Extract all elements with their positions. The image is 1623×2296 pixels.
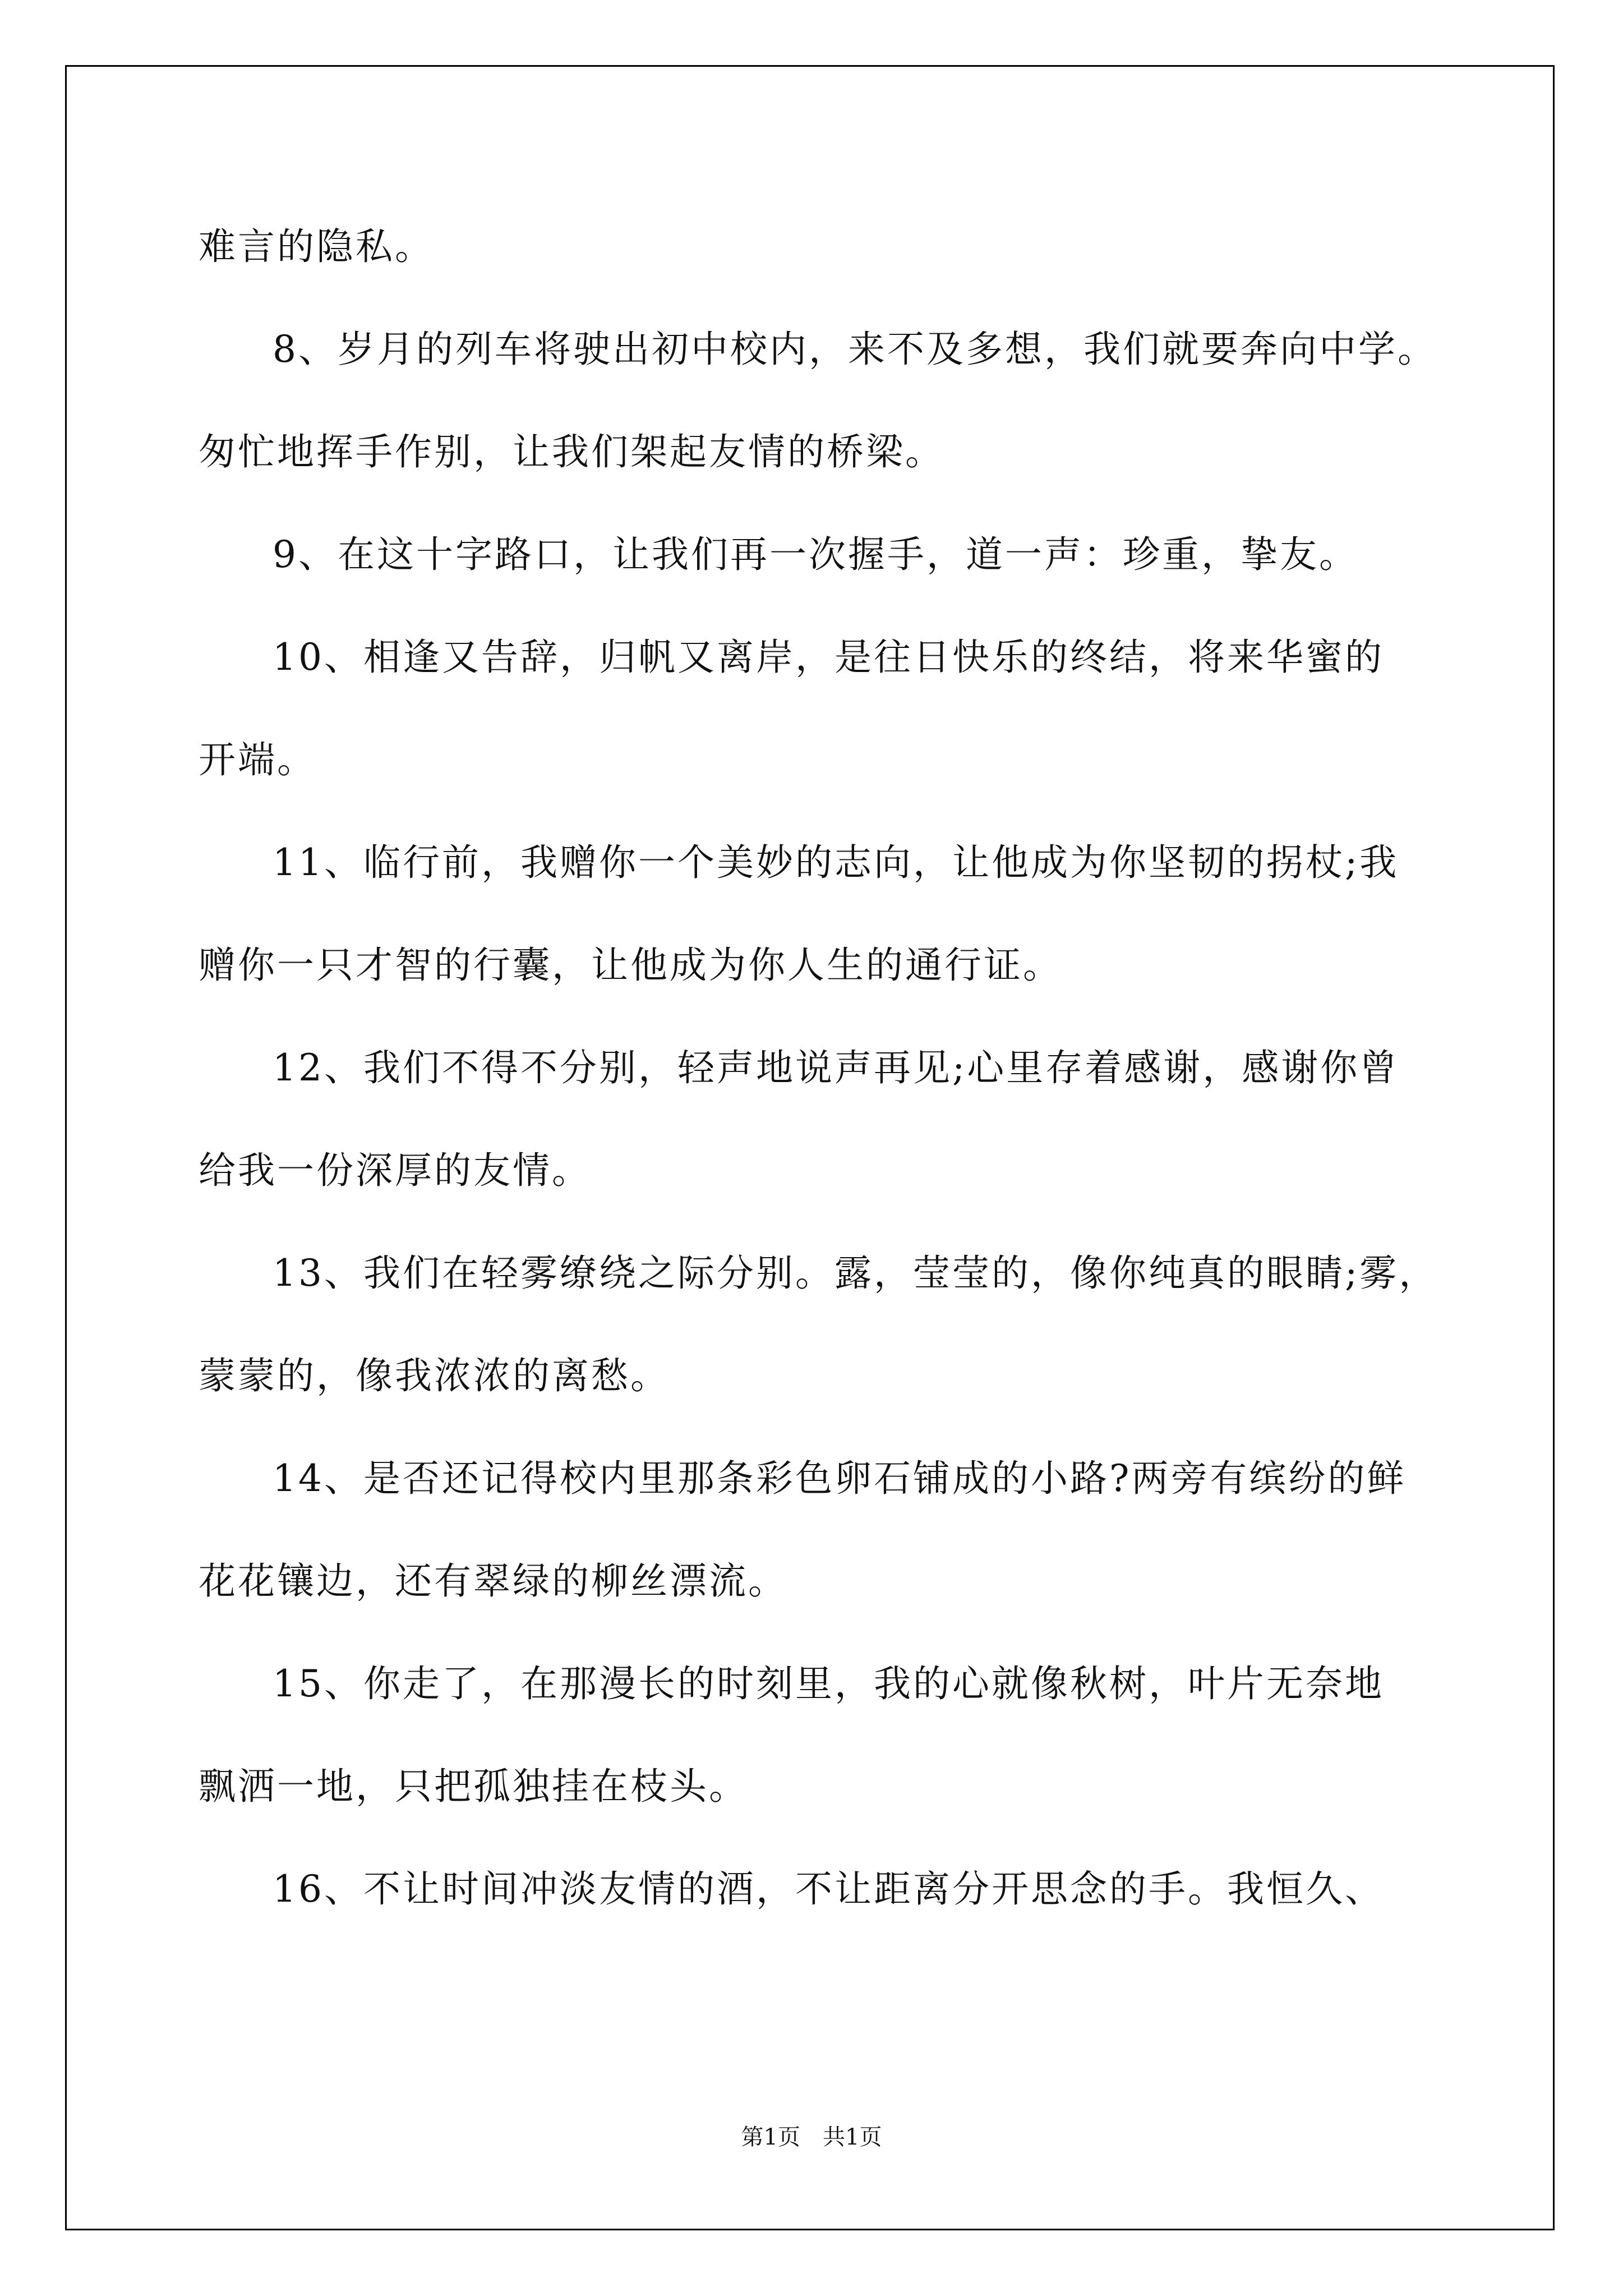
text-line: 给我一份深厚的友情。 bbox=[199, 1149, 591, 1192]
page-number-footer: 第1页 共1页 bbox=[741, 2124, 882, 2150]
text-line: 难言的隐私。 bbox=[199, 225, 434, 268]
text-line: 15、你走了，在那漫长的时刻里，我的心就像秋树，叶片无奈地 bbox=[273, 1662, 1384, 1705]
text-line: 11、临行前，我赠你一个美妙的志向，让他成为你坚韧的拐杖;我 bbox=[273, 841, 1399, 884]
text-line: 飘洒一地，只把孤独挂在枝头。 bbox=[199, 1765, 748, 1808]
text-line: 8、岁月的列车将驶出初中校内，来不及多想，我们就要奔向中学。 bbox=[273, 328, 1437, 371]
text-line: 13、我们在轻雾缭绕之际分别。露，莹莹的，像你纯真的眼睛;雾， bbox=[273, 1251, 1438, 1295]
text-line: 匆忙地挥手作别，让我们架起友情的桥梁。 bbox=[199, 430, 944, 473]
text-line: 14、是否还记得校内里那条彩色卵石铺成的小路?两旁有缤纷的鲜 bbox=[273, 1457, 1407, 1500]
text-line: 花花镶边，还有翠绿的柳丝漂流。 bbox=[199, 1559, 787, 1603]
text-line: 赠你一只才智的行囊，让他成为你人生的通行证。 bbox=[199, 944, 1062, 987]
text-line: 12、我们不得不分别，轻声地说声再见;心里存着感谢，感谢你曾 bbox=[273, 1046, 1399, 1089]
text-line: 开端。 bbox=[199, 738, 316, 781]
text-line: 9、在这十字路口，让我们再一次握手，道一声：珍重，挚友。 bbox=[273, 533, 1358, 576]
text-line: 10、相逢又告辞，归帆又离岸，是往日快乐的终结，将来华蜜的 bbox=[273, 636, 1384, 679]
text-line: 16、不让时间冲淡友情的酒，不让距离分开思念的手。我恒久、 bbox=[273, 1867, 1384, 1911]
text-line: 蒙蒙的，像我浓浓的离愁。 bbox=[199, 1354, 670, 1397]
